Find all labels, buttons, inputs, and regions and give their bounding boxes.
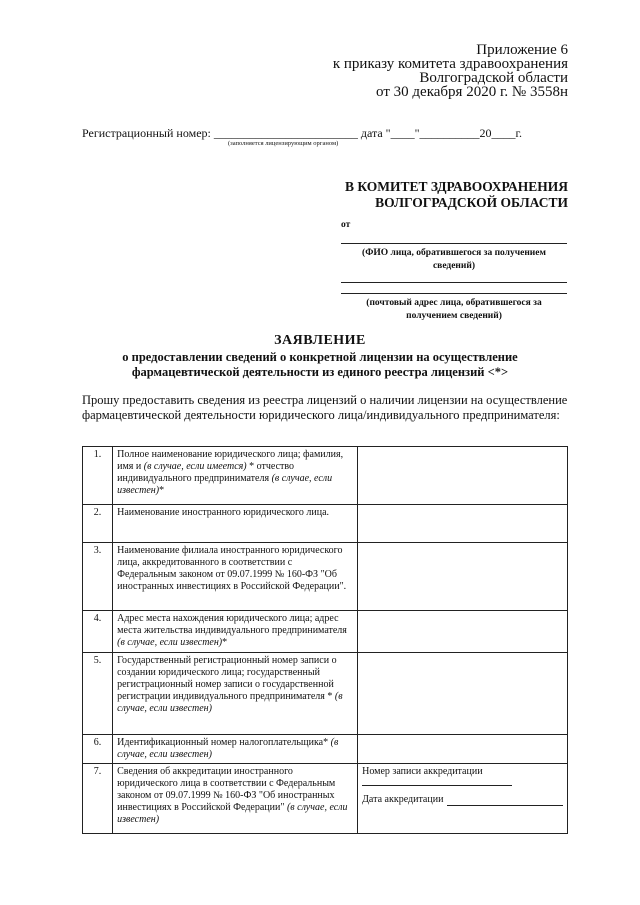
- row-description: [113, 653, 358, 735]
- row-number: 5.: [83, 653, 113, 735]
- row-text: Сведения об аккредитации иностранного юридического лица в соответствии с Федеральным законом от 09.07.1999 № 160-ФЗ "Об иностранных инвестициях в Российской Федерации": [117, 766, 336, 813]
- table-row: [83, 505, 568, 543]
- row-description: [113, 611, 358, 653]
- accreditation-number-field[interactable]: [362, 766, 563, 778]
- accreditation-number-line: [362, 784, 512, 786]
- row-value-field[interactable]: [358, 447, 568, 505]
- row-text: * отчество индивидуального предпринимателя: [117, 461, 295, 484]
- row-description: [113, 447, 358, 505]
- subtitle-line: фармацевтической деятельности из единого реестра лицензий <*>: [131, 365, 509, 379]
- row-asterisk: *: [222, 637, 228, 648]
- row-text: Идентификационный номер налогоплательщика*: [117, 737, 329, 748]
- row-italic: (в случае, если известен): [117, 637, 223, 648]
- row-italic: (в случае, если известен): [117, 802, 348, 825]
- document-subtitle: [0, 350, 640, 380]
- row-text: Государственный регистрационный номер записи о создании юридического лица; государственный регистрационный номер записи о государственной регистрации индивидуального предпринимателя *: [117, 655, 337, 702]
- row-number: 6.: [83, 735, 113, 764]
- address-line-1: [341, 282, 567, 283]
- row-text: Адрес места нахождения юридического лица; адрес места жительства индивидуального предпринимателя: [117, 613, 347, 636]
- row-number: 7.: [83, 764, 113, 834]
- from-label: от: [341, 220, 351, 230]
- address-note: (почтовый адрес лица, обратившегося за получением сведений): [366, 298, 542, 321]
- row-value-field[interactable]: [358, 543, 568, 611]
- table-row: [83, 764, 568, 834]
- accreditation-date-blank: [447, 795, 563, 806]
- subtitle-line: о предоставлении сведений о конкретной лицензии на осуществление: [122, 350, 518, 364]
- row-value-field[interactable]: [358, 735, 568, 764]
- document-title: ЗАЯВЛЕНИЕ: [274, 333, 366, 348]
- row-text: Полное наименование юридического лица; фамилия, имя и: [117, 449, 344, 472]
- row-description: [113, 505, 358, 543]
- appendix-line: Приложение 6: [476, 42, 568, 58]
- request-text: Прошу предоставить сведения из реестра лицензий о наличии лицензии на осуществление фармацевтической деятельности юридического лица/индивидуального предпринимателя:: [82, 393, 568, 422]
- fio-note: (ФИО лица, обратившегося за получением сведений): [362, 248, 546, 271]
- row-italic: (в случае, если известен): [117, 691, 343, 714]
- table-row: [83, 611, 568, 653]
- appendix-line: от 30 декабря 2020 г. № 3558н: [376, 84, 568, 100]
- table-row: [83, 735, 568, 764]
- accreditation-date-field[interactable]: [362, 794, 563, 806]
- addressee-line: В КОМИТЕТ ЗДРАВООХРАНЕНИЯ: [344, 179, 568, 194]
- row-number: 3.: [83, 543, 113, 611]
- table-row: [83, 653, 568, 735]
- row-number: 1.: [83, 447, 113, 505]
- accreditation-date-label: Дата аккредитации: [362, 794, 444, 805]
- row-value-field[interactable]: [358, 653, 568, 735]
- fio-line: [341, 243, 567, 244]
- addressee: [345, 179, 568, 211]
- appendix-header: [333, 43, 568, 99]
- appendix-line: к приказу комитета здравоохранения: [332, 56, 568, 72]
- accreditation-number-label: Номер записи аккредитации: [362, 766, 483, 777]
- row-italic: (в случае, если известен): [117, 473, 333, 496]
- application-table: [82, 446, 568, 834]
- address-line-2: [341, 293, 567, 294]
- row-description: [113, 543, 358, 611]
- row-description: [113, 764, 358, 834]
- row-number: 2.: [83, 505, 113, 543]
- row-italic: (в случае, если имеется): [143, 461, 247, 472]
- registration-line: Регистрационный номер: ________________________ дата "____"__________20____г.: [82, 126, 523, 140]
- appendix-line: Волгоградской области: [419, 70, 568, 86]
- table-row: [83, 447, 568, 505]
- accreditation-cell: [358, 764, 568, 834]
- row-italic: (в случае, если известен): [117, 737, 339, 760]
- registration-note: (заполняется лицензирующим органом): [228, 140, 339, 147]
- row-asterisk: *: [159, 485, 165, 496]
- row-value-field[interactable]: [358, 505, 568, 543]
- table-row: [83, 543, 568, 611]
- row-value-field[interactable]: [358, 611, 568, 653]
- row-text: Наименование филиала иностранного юридического лица, аккредитованного в соответствии с Федеральным законом от 09.07.1999 № 160-ФЗ "Об иностранных инвестициях в Российской Федерации".: [117, 545, 347, 592]
- row-description: [113, 735, 358, 764]
- addressee-line: ВОЛГОГРАДСКОЙ ОБЛАСТИ: [375, 195, 568, 210]
- row-number: 4.: [83, 611, 113, 653]
- row-text: Наименование иностранного юридического лица.: [117, 507, 330, 518]
